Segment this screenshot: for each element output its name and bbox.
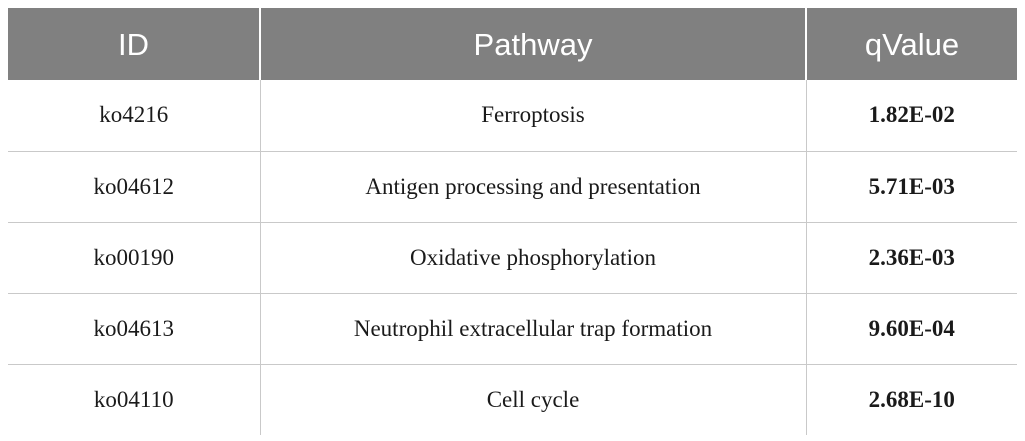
table-body <box>8 80 1017 435</box>
table-row <box>8 293 1017 364</box>
table-header-row <box>8 8 1017 80</box>
cell-id: ko00190 <box>8 222 260 293</box>
cell-qvalue: 2.68E-10 <box>868 386 955 412</box>
column-header-id: ID <box>8 8 260 80</box>
cell-pathway: Antigen processing and presentation <box>260 151 806 222</box>
cell-id: ko04613 <box>8 293 260 364</box>
pathway-table <box>8 8 1017 435</box>
table-row <box>8 222 1017 293</box>
cell-pathway: Oxidative phosphorylation <box>260 222 806 293</box>
cell-pathway: Cell cycle <box>260 364 806 435</box>
table-row <box>8 364 1017 435</box>
table-row <box>8 80 1017 151</box>
cell-pathway: Ferroptosis <box>260 80 806 151</box>
column-header-qvalue: qValue <box>806 8 1017 80</box>
cell-qvalue: 5.71E-03 <box>806 151 1017 222</box>
cell-id: ko04110 <box>8 364 260 435</box>
cell-pathway: Neutrophil extracellular trap formation <box>260 293 806 364</box>
table-row <box>8 151 1017 222</box>
cell-qvalue: 1.82E-02 <box>806 80 1017 151</box>
cell-qvalue: 2.36E-03 <box>806 222 1017 293</box>
cell-id: ko04612 <box>8 151 260 222</box>
table-header <box>8 8 1017 80</box>
cell-id: ko4216 <box>8 80 260 151</box>
cell-qvalue: 9.60E-04 <box>806 293 1017 364</box>
column-header-pathway: Pathway <box>260 8 806 80</box>
